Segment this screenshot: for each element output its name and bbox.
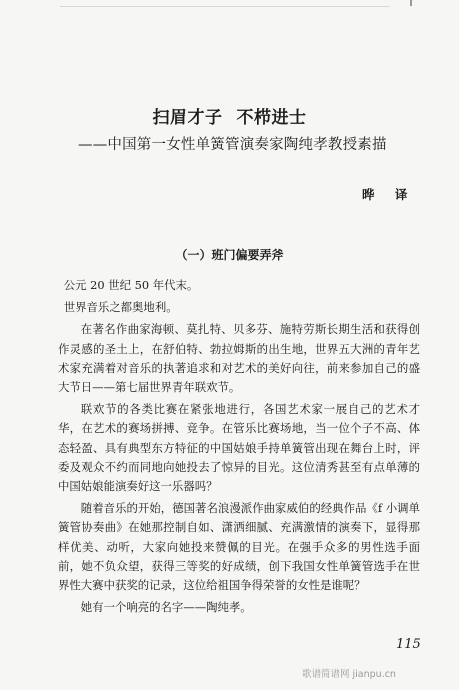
section-heading: （一）班门偏要弄斧 (175, 248, 284, 262)
page-top-rule (60, 6, 390, 7)
page-number: 115 (396, 637, 421, 652)
article-subtitle: ——中国第一女性单簧管演奏家陶纯孝教授素描 (78, 137, 387, 153)
title-part-2: 不栉进士 (236, 108, 307, 128)
article-body (58, 276, 420, 620)
article-title (0, 103, 459, 128)
translator-credit: 晔 译 (362, 187, 416, 202)
paragraph-1: 公元 20 世纪 50 年代末。 (63, 278, 199, 292)
paragraph-4: 联欢节的各类比赛在紧张地进行，各国艺术家一展自己的艺术才华，在艺术的赛场拼搏、竞争。在管乐比赛场地，当一位个子不高、体态轻盈、具有典型东方特征的中国姑娘手持单簧管出现在舞台上时，评委及观众不约而同地向她投去了惊异的目光。这位清秀甚至有点单薄的中国姑娘能演奏好这一乐器吗？ (58, 402, 420, 494)
site-watermark: 歌谱简谱网 jianpu.cn (302, 669, 396, 680)
paragraph-6: 她有一个响亮的名字——陶纯孝。 (80, 600, 252, 615)
paragraph-2: 世界音乐之都奥地利。 (63, 300, 178, 315)
page-top-mark (410, 0, 412, 6)
paragraph-3: 在著名作曲家海顿、莫扎特、贝多芬、施特劳斯长期生活和获得创作灵感的圣土上，在舒伯特、勃拉姆斯的出生地，世界五大洲的青年艺术家充满着对音乐的执著追求和对艺术的美好向往，前来参加自己的盛大节日——第七届世界青年联欢节。 (58, 322, 420, 395)
paragraph-5: 随着音乐的开始，德国著名浪漫派作曲家威伯的经典作品《f 小调单簧管协奏曲》在她那控制自如、潇洒细腻、充满激情的演奏下，显得那样优美、动听，大家向她投来赞佩的目光。在强手众多的男性选手面前，她不负众望，获得三等奖的好成绩，创下我国女性单簧管选手在世界性大赛中获奖的记录，这位给祖国争得荣誉的女性是谁呢？ (58, 501, 420, 593)
title-part-1: 扫眉才子 (152, 108, 223, 128)
